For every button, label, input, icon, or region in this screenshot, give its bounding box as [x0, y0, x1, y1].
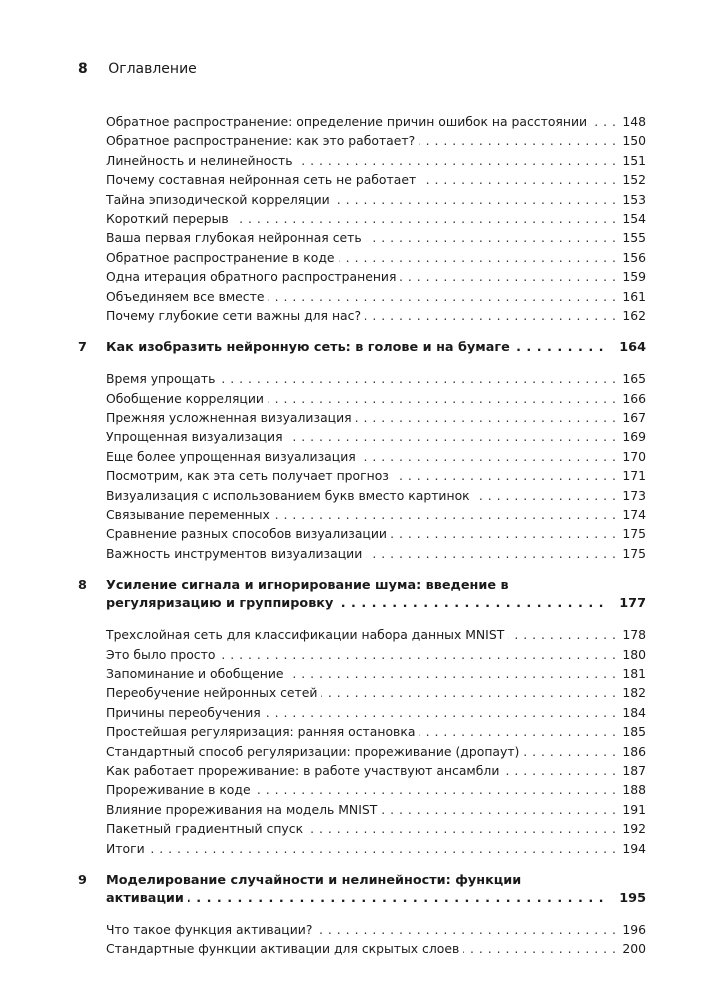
toc-entry[interactable]: [78, 267, 646, 286]
toc-entry[interactable]: [78, 505, 646, 524]
toc-entry[interactable]: [78, 780, 646, 799]
entry-title: Тайна эпизодической корреляции: [106, 192, 334, 207]
entry-title: Прежняя усложненная визуализация: [106, 410, 356, 425]
entry-page: 181: [617, 664, 646, 683]
chapter-title: Усиление сигнала и игнорирование шума: введение в регуляризацию и группировку: [106, 578, 509, 612]
entry-title: Связывание переменных: [106, 507, 274, 522]
entry-title: Пакетный градиентный спуск: [106, 821, 307, 836]
entry-page: 171: [617, 466, 646, 485]
header-page-number: 8: [78, 61, 88, 77]
entry-page: 153: [617, 190, 646, 209]
entry-title: Одна итерация обратного распространения: [106, 269, 400, 284]
toc-entry[interactable]: [78, 228, 646, 247]
entry-title: Время упрощать: [106, 371, 219, 386]
toc-entry[interactable]: [78, 664, 646, 683]
toc-entry[interactable]: [78, 170, 646, 189]
entry-title: Влияние прореживания на модель MNIST: [106, 802, 381, 817]
entry-title: Стандартный способ регуляризации: прореживание (дропаут): [106, 744, 523, 759]
entry-title: Это было просто: [106, 647, 219, 662]
toc-entry[interactable]: [78, 524, 646, 543]
entry-title: Короткий перерыв: [106, 211, 233, 226]
entry-page: 186: [617, 742, 646, 761]
entry-page: 167: [617, 408, 646, 427]
entry-page: 178: [617, 625, 646, 644]
chapter-heading[interactable]: [78, 577, 646, 613]
toc-entry[interactable]: [78, 466, 646, 485]
entry-page: 196: [617, 920, 646, 939]
entry-title: Как работает прореживание: в работе участвуют ансамбли: [106, 763, 503, 778]
toc-entry[interactable]: [78, 447, 646, 466]
chapter-number: 9: [78, 872, 87, 888]
toc-entry[interactable]: [78, 703, 646, 722]
entry-title: Что такое функция активации?: [106, 922, 316, 937]
entry-page: 194: [617, 839, 646, 858]
toc-entry[interactable]: [78, 819, 646, 838]
entry-title: Упрощенная визуализация: [106, 429, 287, 444]
entry-title: Посмотрим, как эта сеть получает прогноз: [106, 468, 393, 483]
entry-title: Трехслойная сеть для классификации набора данных MNIST: [106, 627, 508, 642]
toc-entry[interactable]: [78, 920, 646, 939]
toc-entry[interactable]: [78, 131, 646, 150]
header-title: Оглавление: [108, 61, 197, 77]
entry-title: Итоги: [106, 841, 149, 856]
entry-page: 154: [617, 209, 646, 228]
entry-page: 155: [617, 228, 646, 247]
entry-title: Переобучение нейронных сетей: [106, 685, 321, 700]
entry-title: Линейность и нелинейность: [106, 153, 297, 168]
entry-title: Ваша первая глубокая нейронная сеть: [106, 230, 366, 245]
toc-entry[interactable]: [78, 427, 646, 446]
entry-page: 188: [617, 780, 646, 799]
toc-entry[interactable]: [78, 486, 646, 505]
toc-entry[interactable]: [78, 190, 646, 209]
entry-title: Запоминание и обобщение: [106, 666, 288, 681]
chapter-page: 164: [619, 340, 646, 356]
toc-entry[interactable]: [78, 287, 646, 306]
entry-page: 156: [617, 248, 646, 267]
entry-page: 170: [617, 447, 646, 466]
entry-page: 148: [617, 112, 646, 131]
entry-title: Обратное распространение: как это работает?: [106, 133, 419, 148]
entry-page: 173: [617, 486, 646, 505]
entry-title: Визуализация с использованием букв вместо картинок: [106, 488, 474, 503]
toc-entry[interactable]: [78, 209, 646, 228]
running-header: [78, 60, 197, 78]
toc-entry[interactable]: [78, 800, 646, 819]
entry-page: 162: [617, 306, 646, 325]
entry-title: Причины переобучения: [106, 705, 265, 720]
entry-title: Прореживание в коде: [106, 782, 255, 797]
chapter-page: 177: [619, 596, 646, 612]
toc-entry[interactable]: [78, 645, 646, 664]
toc-entry[interactable]: [78, 683, 646, 702]
entry-title: Объединяем все вместе: [106, 289, 268, 304]
chapter-page: 195: [619, 890, 646, 906]
entry-title: Важность инструментов визуализации: [106, 546, 366, 561]
toc-entry[interactable]: [78, 248, 646, 267]
entry-page: 174: [617, 505, 646, 524]
toc-entry[interactable]: [78, 408, 646, 427]
entry-page: 161: [617, 287, 646, 306]
chapter-heading[interactable]: [78, 872, 646, 908]
toc-section: [78, 577, 646, 858]
entry-page: 159: [617, 267, 646, 286]
toc-entry[interactable]: [78, 544, 646, 563]
toc-entry[interactable]: [78, 839, 646, 858]
entry-page: 169: [617, 427, 646, 446]
entry-page: 175: [617, 544, 646, 563]
entry-page: 175: [617, 524, 646, 543]
entry-title: Еще более упрощенная визуализация: [106, 449, 360, 464]
entry-page: 191: [617, 800, 646, 819]
toc-section: [78, 112, 646, 325]
entry-page: 151: [617, 151, 646, 170]
entry-title: Почему глубокие сети важны для нас?: [106, 308, 365, 323]
entry-page: 152: [617, 170, 646, 189]
entry-page: 187: [617, 761, 646, 780]
entry-page: 184: [617, 703, 646, 722]
toc-entry[interactable]: [78, 306, 646, 325]
entry-title: Сравнение разных способов визуализации: [106, 526, 391, 541]
entry-page: 192: [617, 819, 646, 838]
chapter-title: Моделирование случайности и нелинейности: функции активации: [106, 872, 522, 906]
toc-entry[interactable]: [78, 389, 646, 408]
toc-section: [78, 339, 646, 563]
chapter-heading[interactable]: [78, 339, 646, 357]
chapter-title: Как изобразить нейронную сеть: в голове и на бумаге: [106, 340, 514, 355]
toc-entry[interactable]: [78, 625, 646, 644]
chapter-number: 8: [78, 578, 87, 594]
entry-page: 165: [617, 369, 646, 388]
toc-entry[interactable]: [78, 151, 646, 170]
entry-page: 166: [617, 389, 646, 408]
toc-entry[interactable]: [78, 112, 646, 131]
toc-entry[interactable]: [78, 939, 646, 958]
chapter-number: 7: [78, 340, 87, 356]
entry-title: Обратное распространение в коде: [106, 250, 339, 265]
toc-entry[interactable]: [78, 369, 646, 388]
entry-page: 180: [617, 645, 646, 664]
table-of-contents: [78, 112, 646, 963]
entry-title: Простейшая регуляризация: ранняя остановка: [106, 724, 419, 739]
entry-title: Почему составная нейронная сеть не работает: [106, 172, 420, 187]
toc-entry[interactable]: [78, 761, 646, 780]
entry-page: 185: [617, 722, 646, 741]
entry-page: 182: [617, 683, 646, 702]
entry-title: Обобщение корреляции: [106, 391, 268, 406]
entry-title: Обратное распространение: определение причин ошибок на расстоянии: [106, 114, 591, 129]
toc-entry[interactable]: [78, 722, 646, 741]
toc-section: [78, 872, 646, 959]
entry-page: 200: [617, 939, 646, 958]
toc-entry[interactable]: [78, 742, 646, 761]
entry-page: 150: [617, 131, 646, 150]
entry-title: Стандартные функции активации для скрытых слоев: [106, 941, 463, 956]
